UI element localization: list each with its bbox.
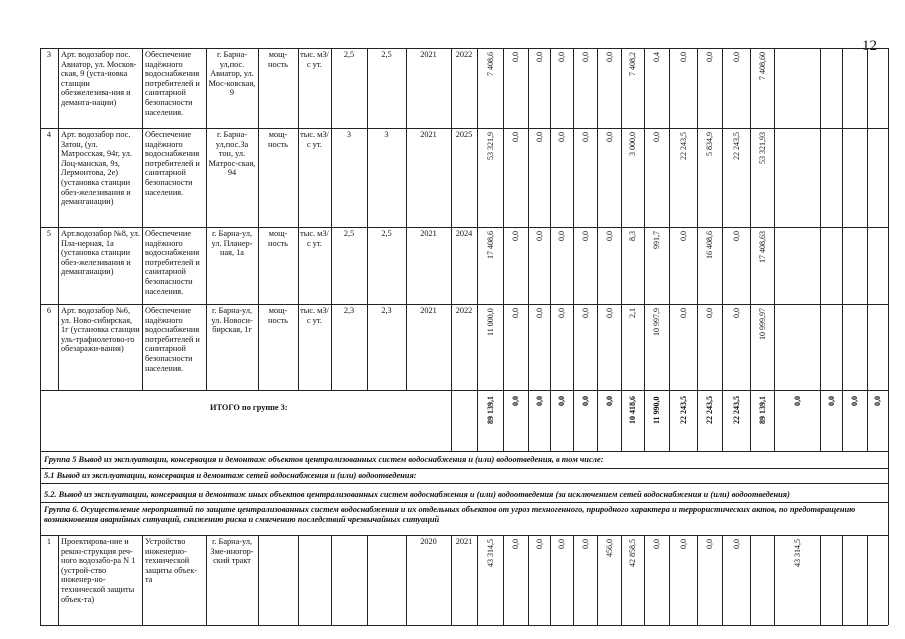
table-rule [621, 390, 622, 451]
table-rule [774, 390, 775, 451]
value-before: 2,5 [343, 50, 355, 59]
table-rule [40, 535, 888, 536]
unit: тыс. м3/с ут. [300, 229, 329, 248]
parameter: мощ-ность [268, 306, 288, 325]
table-rule [40, 451, 41, 535]
value-before: 2,3 [343, 306, 355, 315]
object-name: Проектирова-ние и рекон-струкция реч-ного водозабо-ра N 1 (устрой-ство инженер-но-технической защиты объек-та) [61, 537, 136, 604]
finance-cell: 0,4 [652, 52, 661, 62]
table-rule [258, 48, 259, 390]
table-rule [40, 625, 888, 626]
table-rule [550, 535, 551, 625]
table-rule [367, 48, 368, 390]
table-rule [206, 48, 207, 390]
finance-cell: 5 834,9 [705, 132, 714, 156]
finance-cell: 0,0 [534, 132, 544, 142]
unit: тыс. м3/с ут. [300, 50, 329, 69]
finance-cell: 0,0 [511, 539, 520, 549]
total-cell: 0,0 [873, 396, 882, 406]
finance-cell: 0,0 [652, 539, 661, 549]
finance-cell: 0,0 [557, 52, 566, 62]
finance-cell: 0,0 [678, 539, 688, 549]
row-number: 1 [46, 537, 52, 546]
year-start: 2021 [420, 50, 437, 59]
total-cell: 10 418,6 [628, 396, 637, 424]
total-cell: 0,0 [604, 396, 614, 406]
finance-cell: 0,0 [705, 308, 714, 318]
subgroup-5-2: 5.2. Вывод из эксплуатации, консервация и демонтаж иных объектов централизованных систем водоснабжения и (или) водоотведения (за исключением сетей водоснабжения и (или) водоотведения) [44, 490, 790, 499]
parameter: мощ-ность [268, 50, 288, 69]
value-before: 2,5 [343, 229, 355, 238]
total-cell: 0,0 [534, 396, 544, 406]
finance-cell: 456,0 [604, 539, 614, 557]
parameter: мощ-ность [268, 229, 288, 248]
table-rule [621, 535, 622, 625]
table-rule [40, 390, 41, 451]
table-rule [644, 535, 645, 625]
year-start: 2021 [420, 229, 437, 238]
table-rule [550, 390, 551, 451]
object-name: Арт. водозабор пос. Авиатор, ул. Москов-ская, 9 (уста-новка станции обезжелезива-ния и деманга-нации) [61, 50, 137, 107]
finance-cell: 0,0 [604, 132, 614, 142]
table-rule [258, 535, 259, 625]
finance-cell: 0,0 [580, 132, 590, 142]
finance-cell: 0,0 [705, 52, 714, 62]
total-cell: 89 139,1 [485, 396, 495, 424]
table-rule [40, 48, 888, 49]
finance-cell: 0,0 [511, 308, 520, 318]
goal: Обеспечение надёжного водоснабжения потребителей и санитарной безопасности населения. [145, 130, 200, 197]
finance-cell: 0,0 [604, 52, 614, 62]
year-end: 2021 [455, 537, 473, 546]
table-rule [774, 48, 775, 390]
finance-cell: 7 408,2 [628, 52, 637, 76]
year-start: 2021 [420, 130, 437, 139]
table-rule [644, 48, 645, 390]
finance-cell: 42 858,5 [628, 539, 637, 567]
table-rule [40, 483, 888, 484]
goal: Обеспечение надёжного водоснабжения потребителей и санитарной безопасности населения. [145, 50, 200, 117]
table-rule [503, 48, 504, 390]
table-rule [750, 48, 751, 390]
location: г. Барна-ул,пос. Авиатор, ул. Мос-ковская, 9 [208, 50, 256, 98]
finance-cell: 0,0 [604, 308, 614, 318]
goal: Устройство инженерно-технической защиты объек-та [145, 537, 197, 585]
finance-cell: 0,0 [731, 52, 741, 62]
goal: Обеспечение надёжного водоснабжения потребителей и санитарной безопасности населения. [145, 229, 200, 296]
table-rule [888, 535, 889, 625]
row-number: 4 [46, 130, 52, 139]
table-rule [867, 390, 868, 451]
table-rule [331, 48, 332, 390]
finance-cell: 43 314,5 [485, 539, 495, 567]
finance-cell: 0,0 [731, 308, 741, 318]
finance-cell: 53 321,93 [757, 132, 767, 164]
table-rule [40, 502, 888, 503]
table-rule [842, 390, 843, 451]
table-rule [451, 48, 452, 390]
table-rule [58, 48, 59, 390]
row-number: 3 [46, 50, 52, 59]
table-rule [573, 390, 574, 451]
goal: Обеспечение надёжного водоснабжения потребителей и санитарной безопасности населения. [145, 306, 200, 373]
table-rule [40, 468, 888, 469]
table-rule [40, 451, 888, 452]
table-rule [597, 390, 598, 451]
year-end: 2022 [455, 306, 473, 315]
total-cell: 22 243,5 [678, 396, 688, 424]
table-rule [867, 48, 868, 390]
table-rule [528, 535, 529, 625]
table-rule [888, 48, 889, 390]
finance-cell: 0,0 [557, 308, 566, 318]
total-cell: 89 139,1 [757, 396, 767, 424]
table-rule [298, 48, 299, 390]
location: г. Барна-ул, ул. Новоси-бирская, 1г [211, 306, 253, 335]
total-cell: 0,0 [557, 396, 566, 406]
finance-cell: 0,0 [534, 539, 544, 549]
finance-cell: 0,0 [511, 132, 520, 142]
finance-cell: 0,0 [511, 231, 520, 241]
finance-cell: 0,0 [511, 52, 520, 62]
finance-cell: 0,0 [705, 539, 714, 549]
location: г. Барна-ул, ул. Планер-ная, 1а [211, 229, 253, 258]
finance-cell: 0,0 [731, 231, 741, 241]
finance-cell: 3 000,0 [628, 132, 637, 156]
finance-cell: 17 408,6 [485, 231, 495, 259]
table-rule [722, 390, 723, 451]
finance-cell: 0,0 [580, 231, 590, 241]
object-name: Арт. водозабор №6, ул. Ново-сибирская, 1г (установка станции уль-трафиолетово-го обезаражи-вания) [61, 306, 140, 354]
table-rule [774, 535, 775, 625]
finance-cell: 991,7 [652, 231, 661, 249]
table-rule [142, 48, 143, 390]
object-name: Арт. водозабор пос. Затон, (ул. Матросская, 94г, ул. Лоц-манская, 9з, Лермонтова, 2е) (установка станции обез-железивания и деманганации) [61, 130, 132, 207]
finance-cell: 17 408,63 [757, 231, 767, 263]
table-rule [697, 48, 698, 390]
table-rule [298, 535, 299, 625]
table-rule [40, 390, 888, 391]
table-rule [206, 535, 207, 625]
table-rule [820, 535, 821, 625]
finance-cell: 8,3 [628, 231, 637, 241]
finance-cell: 0,0 [580, 539, 590, 549]
total-cell: 0,0 [826, 396, 836, 406]
table-rule [142, 535, 143, 625]
finance-cell: 0,0 [557, 539, 566, 549]
table-rule [331, 535, 332, 625]
value-after: 2,3 [381, 306, 392, 315]
table-rule [58, 535, 59, 625]
finance-cell: 43 314,5 [792, 539, 802, 567]
table-rule [669, 48, 670, 390]
year-start: 2020 [420, 537, 437, 546]
table-rule [477, 390, 478, 451]
row-number: 5 [46, 229, 52, 238]
value-after: 2,5 [381, 50, 392, 59]
unit: тыс. м3/с ут. [300, 130, 329, 149]
table-rule [406, 48, 407, 390]
table-rule [750, 535, 751, 625]
row-number: 6 [46, 306, 52, 315]
finance-cell: 0,0 [678, 231, 688, 241]
finance-cell: 10 999,97 [757, 308, 767, 340]
finance-cell: 0,0 [534, 52, 544, 62]
finance-cell: 0,0 [678, 52, 688, 62]
finance-cell: 11 000,0 [485, 308, 495, 336]
table-rule [750, 390, 751, 451]
table-rule [722, 48, 723, 390]
finance-cell: 53 321,9 [485, 132, 495, 160]
year-start: 2021 [420, 306, 437, 315]
value-after: 3 [384, 130, 389, 139]
table-rule [528, 48, 529, 390]
total-cell: 11 990,0 [652, 396, 661, 424]
object-name: Арт.водозабор №8, ул. Пла-нерная, 1а (установка станции обез-железивания и деманганации) [61, 229, 140, 277]
table-rule [820, 48, 821, 390]
value-before: 3 [346, 130, 352, 139]
total-cell: 0,0 [580, 396, 590, 406]
table-rule [888, 451, 889, 535]
table-rule [573, 535, 574, 625]
finance-cell: 7 408,6 [485, 52, 495, 76]
finance-cell: 2,1 [628, 308, 637, 318]
total-cell: 0,0 [511, 396, 520, 406]
year-end: 2025 [455, 130, 473, 139]
table-rule [451, 535, 452, 625]
table-rule [644, 390, 645, 451]
unit: тыс. м3/с ут. [300, 306, 329, 325]
location: г. Барна-ул, Зме-иногор-ский тракт [210, 537, 254, 566]
finance-cell: 0,0 [604, 231, 614, 241]
year-end: 2024 [455, 229, 473, 238]
finance-cell: 0,0 [678, 308, 688, 318]
table-rule [503, 535, 504, 625]
total-cell: 22 243,5 [731, 396, 741, 424]
table-rule [550, 48, 551, 390]
finance-cell: 16 408,6 [705, 231, 714, 259]
total-cell: 0,0 [792, 396, 802, 406]
table-rule [842, 48, 843, 390]
table-rule [40, 128, 888, 129]
table-rule [867, 535, 868, 625]
finance-cell: 7 408,60 [757, 52, 767, 80]
location: г. Барна-ул,пос.За тон, ул. Матрос-ская, 94 [208, 130, 256, 178]
table-rule [503, 390, 504, 451]
year-end: 2022 [455, 50, 473, 59]
finance-cell: 0,0 [557, 231, 566, 241]
table-rule [697, 535, 698, 625]
table-rule [597, 48, 598, 390]
table-rule [477, 48, 478, 390]
subgroup-5-1: 5.1 Вывод из эксплуатации, консервация и демонтаж сетей водоснабжения и (или) водоотведения: [44, 471, 417, 480]
finance-cell: 22 243,5 [731, 132, 741, 160]
table-rule [820, 390, 821, 451]
finance-cell: 22 243,5 [678, 132, 688, 160]
page-number: 12 [862, 38, 877, 54]
table-rule [842, 535, 843, 625]
group5-heading: Группа 5 Вывод из эксплуатации, консервация и демонтаж объектов централизованных систем водоснабжения и (или) водоотведения, в том числе: [44, 455, 604, 464]
table-rule [40, 304, 888, 305]
table-rule [669, 390, 670, 451]
finance-cell: 0,0 [580, 308, 590, 318]
finance-cell: 10 997,9 [652, 308, 661, 336]
table-rule [669, 535, 670, 625]
table-rule [597, 535, 598, 625]
table-rule [406, 535, 407, 625]
table-rule [697, 390, 698, 451]
table-rule [621, 48, 622, 390]
finance-cell: 0,0 [557, 132, 566, 142]
table-rule [573, 48, 574, 390]
table-rule [888, 390, 889, 451]
table-rule [367, 535, 368, 625]
finance-cell: 0,0 [652, 132, 661, 142]
table-rule [528, 390, 529, 451]
table-rule [40, 227, 888, 228]
finance-cell: 0,0 [534, 231, 544, 241]
finance-cell: 0,0 [534, 308, 544, 318]
finance-cell: 0,0 [731, 539, 741, 549]
table-rule [722, 535, 723, 625]
parameter: мощ-ность [268, 130, 288, 149]
finance-cell: 0,0 [580, 52, 590, 62]
value-after: 2,5 [381, 229, 392, 238]
table-rule [451, 390, 452, 451]
group6-heading: Группа 6. Осуществление мероприятий по защите централизованных систем водоснабжения и их отдельных объектов от угроз техногенного, природного характера и террористических актов, по предотвращению возникновения аварийных ситуаций, снижению риска и смягчению последствий чрезвычайных ситуаций [44, 505, 856, 524]
total-cell: 22 243,5 [705, 396, 714, 424]
total-cell: 0,0 [850, 396, 859, 406]
total-label: ИТОГО по группе 3: [210, 403, 288, 412]
table-rule [477, 535, 478, 625]
